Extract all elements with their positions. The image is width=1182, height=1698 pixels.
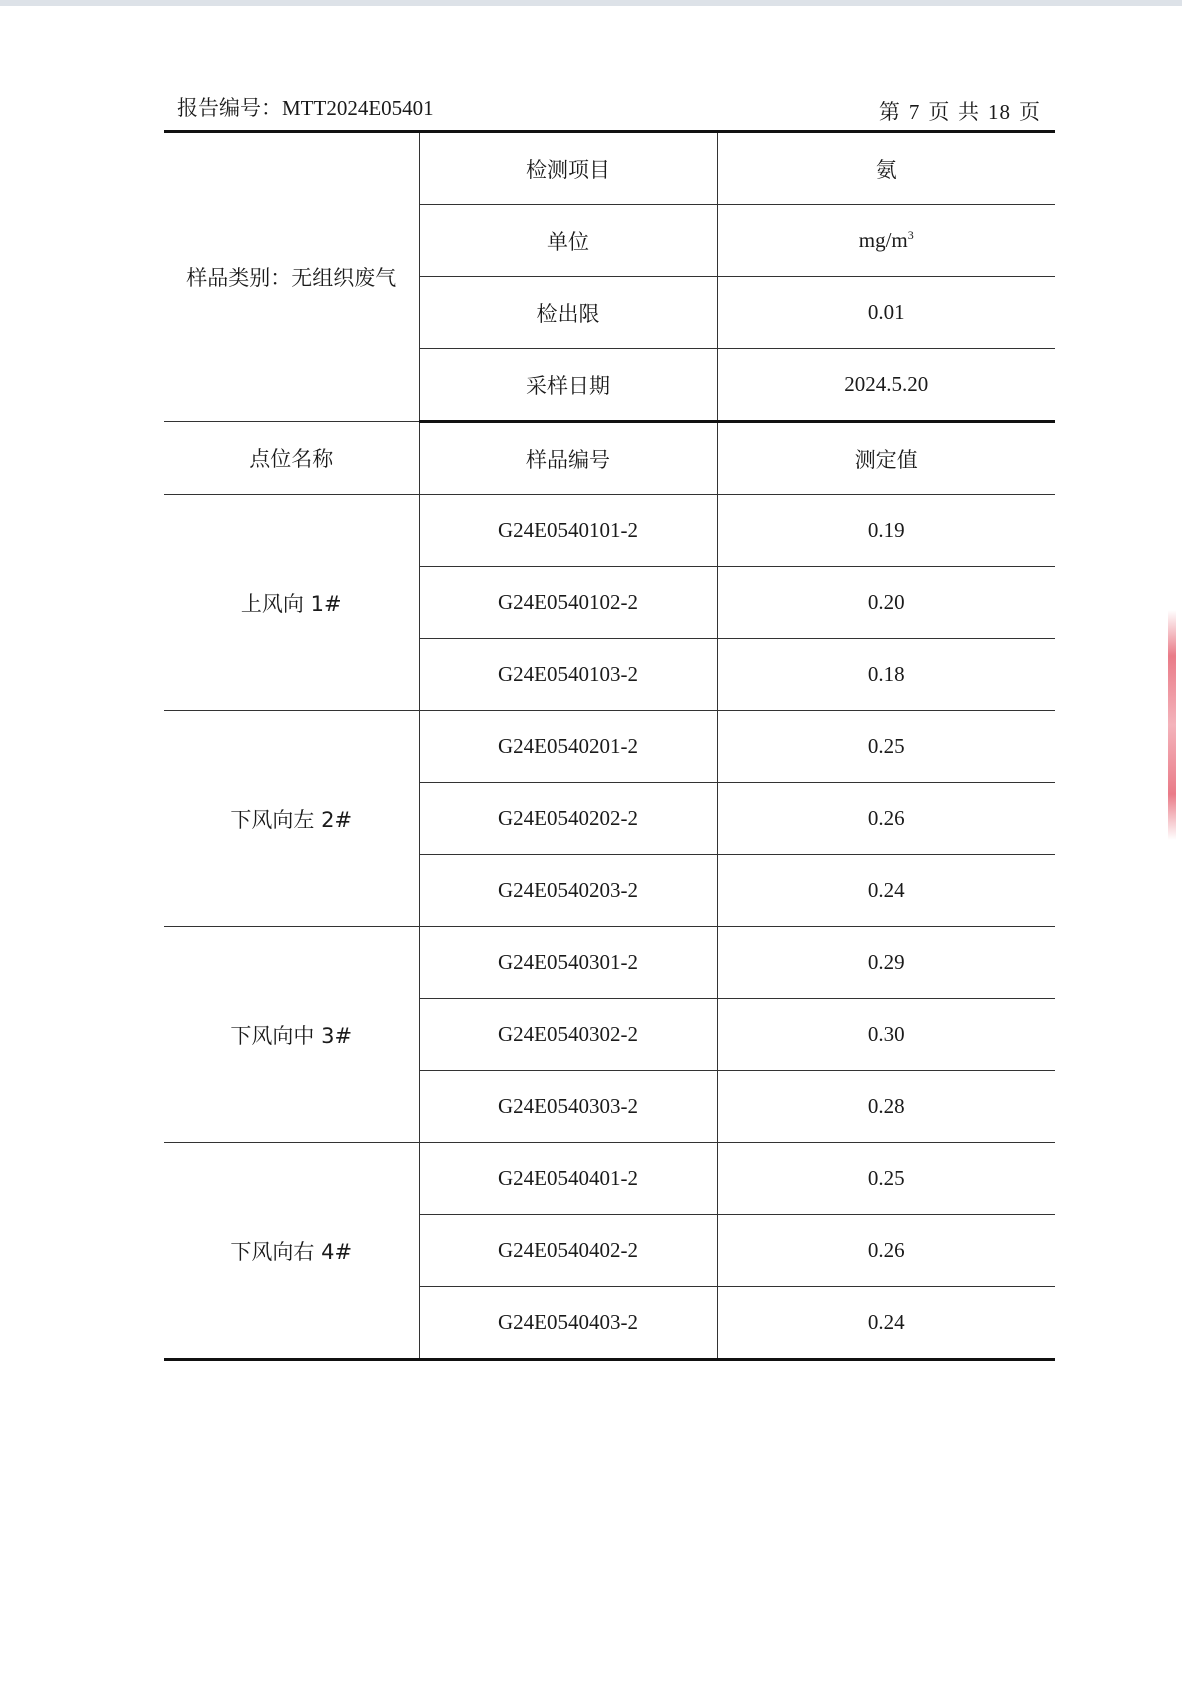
page-suffix: 页 xyxy=(1019,100,1041,124)
measured-value: 0.25 xyxy=(717,1143,1055,1215)
point-name: 下风向右 4# xyxy=(164,1143,419,1360)
measured-value: 0.24 xyxy=(717,1287,1055,1360)
sample-id: G24E0540403-2 xyxy=(419,1287,717,1360)
column-header-point: 点位名称 xyxy=(164,422,419,495)
measured-value: 0.24 xyxy=(717,855,1055,927)
page-mid: 页 共 xyxy=(928,100,980,124)
sample-id: G24E0540203-2 xyxy=(419,855,717,927)
measured-value: 0.25 xyxy=(717,711,1055,783)
column-header-row xyxy=(164,422,1055,495)
table-row xyxy=(164,495,1055,567)
results-table xyxy=(164,130,1055,1361)
meta-label: 检测项目 xyxy=(419,132,717,205)
sample-id: G24E0540101-2 xyxy=(419,495,717,567)
unit-superscript: 3 xyxy=(907,228,914,242)
meta-label: 单位 xyxy=(419,205,717,277)
sample-id: G24E0540202-2 xyxy=(419,783,717,855)
page-prefix: 第 xyxy=(878,100,901,124)
meta-label: 采样日期 xyxy=(419,349,717,422)
meta-value: 0.01 xyxy=(717,277,1055,349)
sample-id: G24E0540102-2 xyxy=(419,567,717,639)
table-row xyxy=(164,927,1055,999)
measured-value: 0.29 xyxy=(717,927,1055,999)
unit-text: mg/m xyxy=(858,228,908,252)
sample-id: G24E0540401-2 xyxy=(419,1143,717,1215)
measured-value: 0.18 xyxy=(717,639,1055,711)
page-header xyxy=(165,88,1055,124)
scan-top-edge xyxy=(0,0,1182,6)
point-name: 上风向 1# xyxy=(164,495,419,711)
page-indicator xyxy=(875,96,1045,126)
sample-category: 样品类别：无组织废气 xyxy=(164,132,419,422)
point-name: 下风向左 2# xyxy=(164,711,419,927)
sample-id: G24E0540103-2 xyxy=(419,639,717,711)
table-row xyxy=(164,711,1055,783)
meta-label: 检出限 xyxy=(419,277,717,349)
table-row xyxy=(164,1143,1055,1215)
measured-value: 0.20 xyxy=(717,567,1055,639)
sample-id: G24E0540303-2 xyxy=(419,1071,717,1143)
meta-row xyxy=(164,132,1055,205)
measured-value: 0.26 xyxy=(717,783,1055,855)
meta-value: 氨 xyxy=(717,132,1055,205)
point-name: 下风向中 3# xyxy=(164,927,419,1143)
sample-id: G24E0540402-2 xyxy=(419,1215,717,1287)
measured-value: 0.30 xyxy=(717,999,1055,1071)
sample-id: G24E0540201-2 xyxy=(419,711,717,783)
measured-value: 0.19 xyxy=(717,495,1055,567)
column-header-sample-id: 样品编号 xyxy=(419,422,717,495)
column-header-value: 测定值 xyxy=(717,422,1055,495)
seal-stamp-edge xyxy=(1168,610,1176,840)
sample-id: G24E0540301-2 xyxy=(419,927,717,999)
meta-value: 2024.5.20 xyxy=(717,349,1055,422)
meta-value xyxy=(717,205,1055,277)
page-current: 7 xyxy=(908,100,921,124)
measured-value: 0.28 xyxy=(717,1071,1055,1143)
report-number: 报告编号：MTT2024E05401 xyxy=(177,96,434,120)
sample-id: G24E0540302-2 xyxy=(419,999,717,1071)
page-total: 18 xyxy=(988,100,1011,124)
measured-value: 0.26 xyxy=(717,1215,1055,1287)
